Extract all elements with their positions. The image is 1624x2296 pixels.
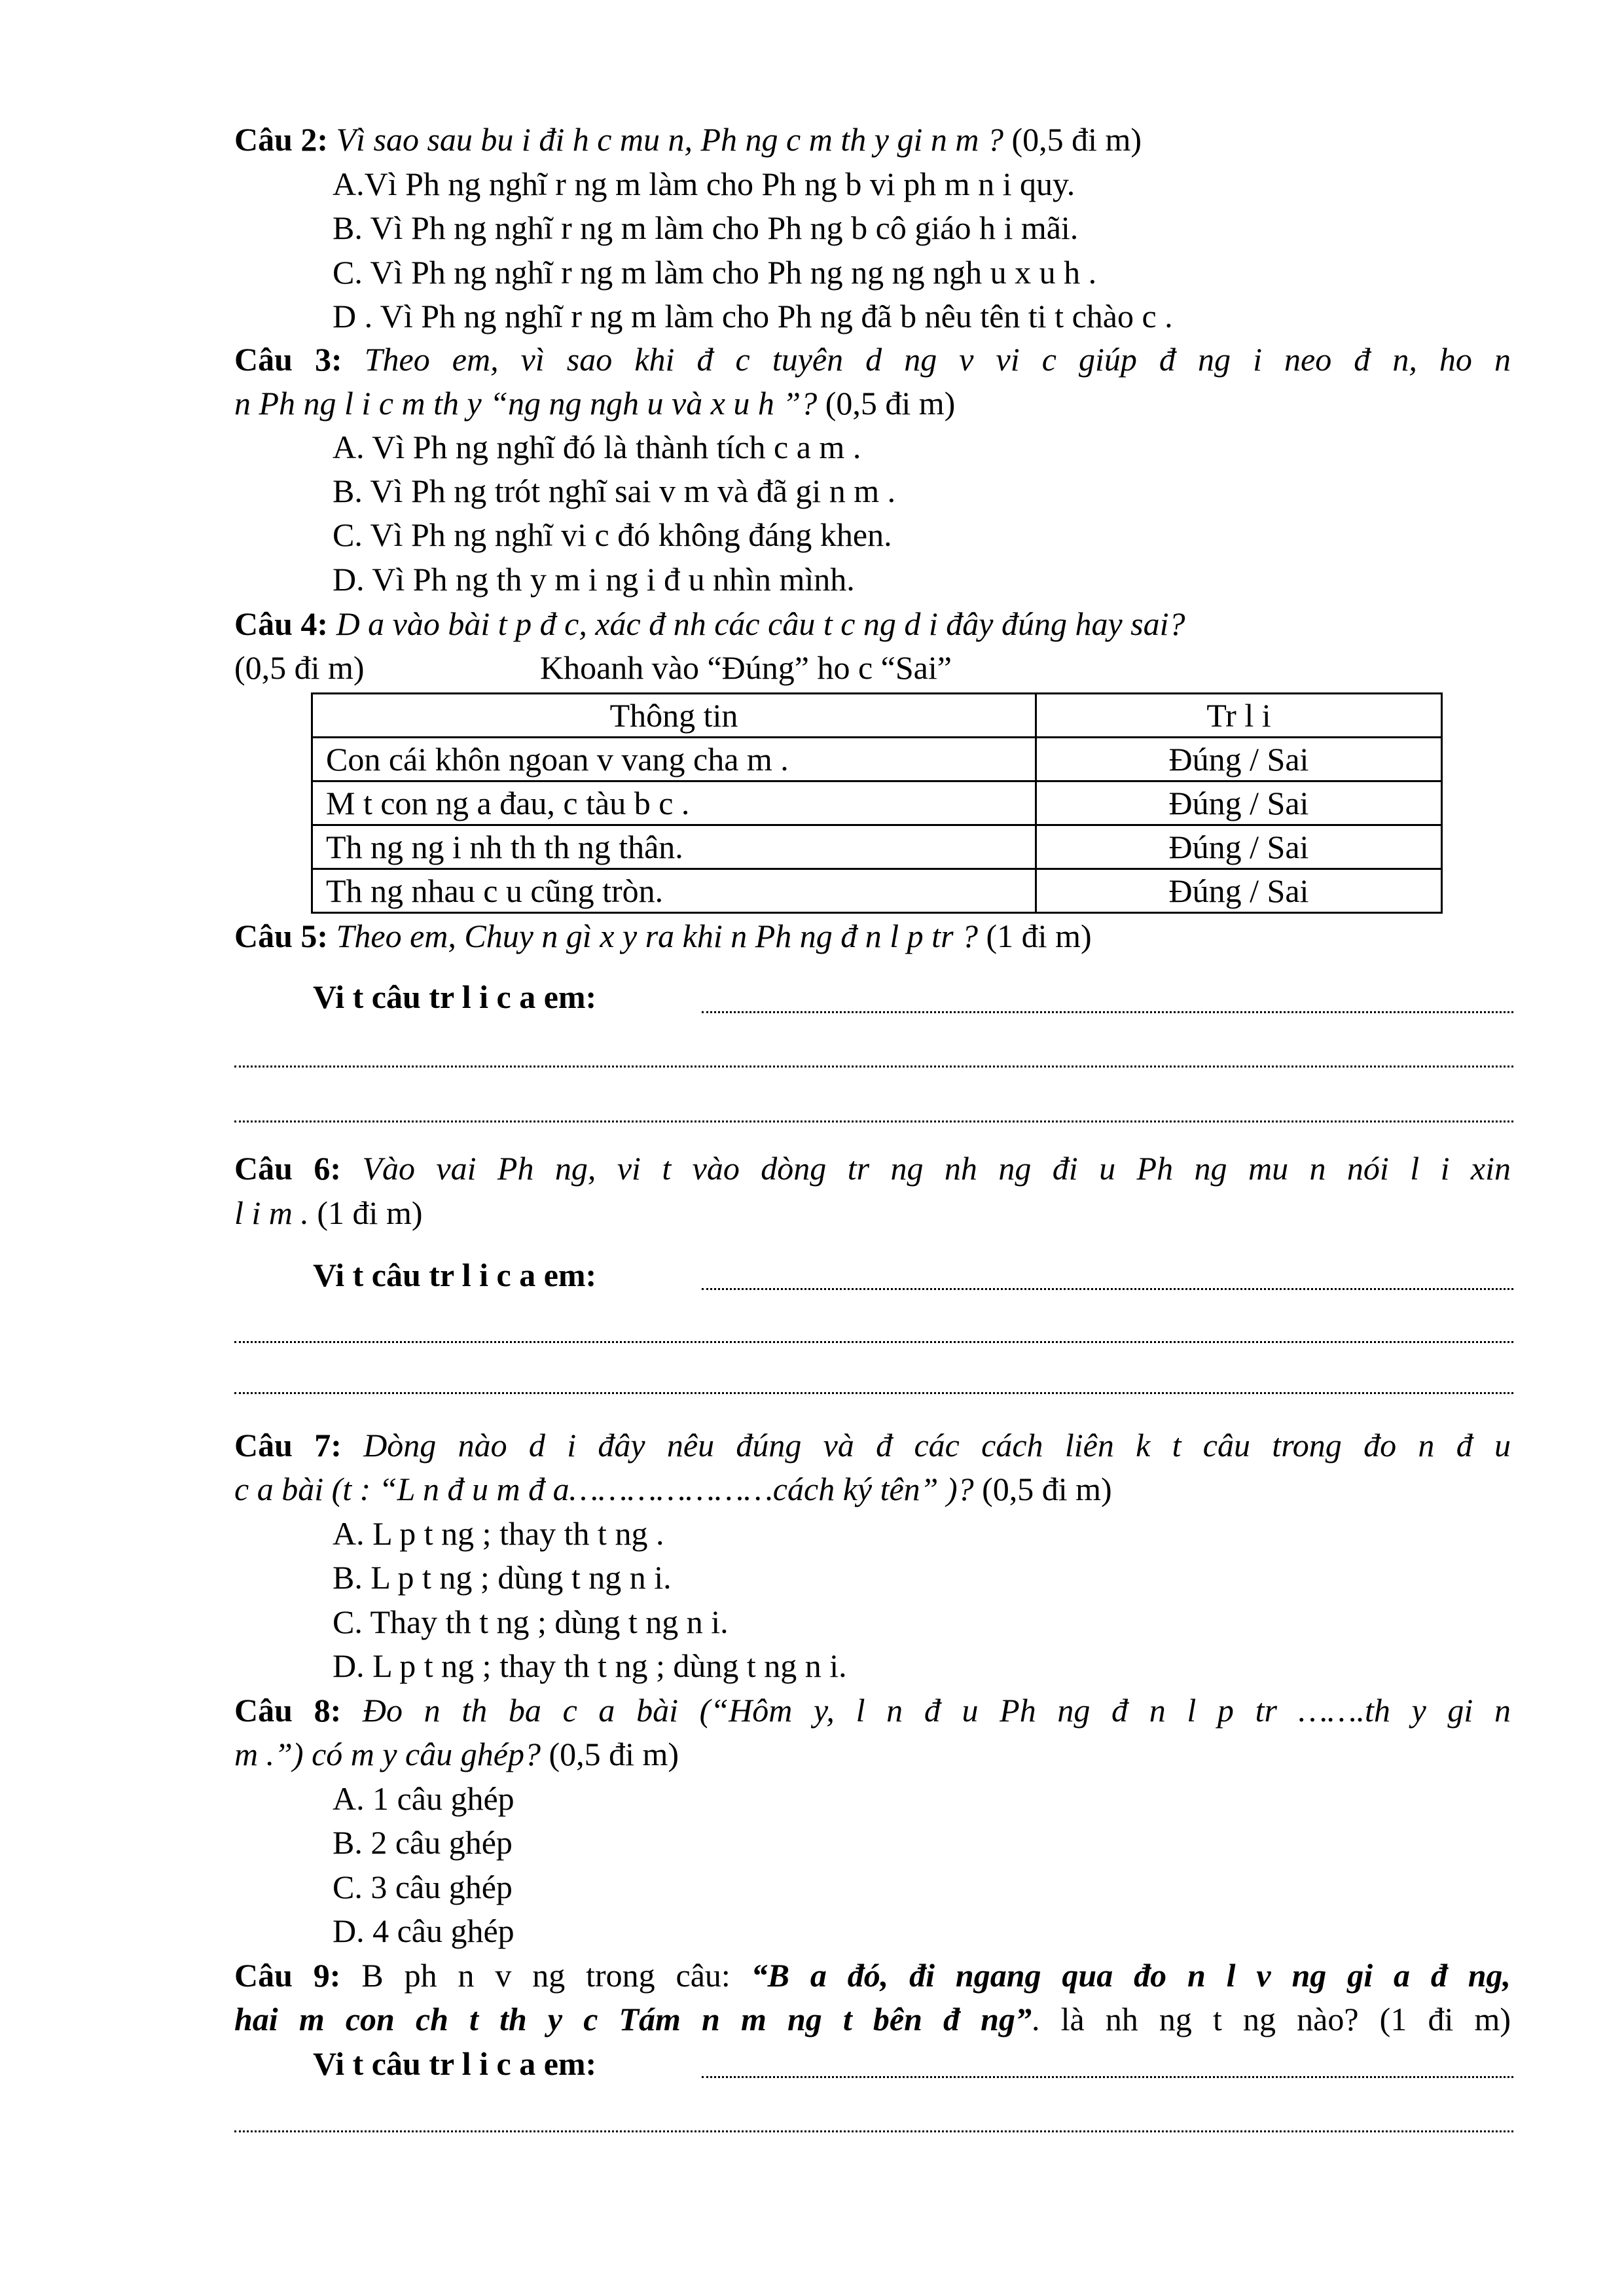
table-row <box>312 869 1442 913</box>
question-text: Đo n th ba c a bài (“Hôm y, l n đ u Ph ng đ n l p tr …….th y gi n <box>362 1692 1511 1729</box>
question-text: Vào vai Ph ng, vi t vào dòng tr ng nh ng đi u Ph ng mu n nói l i xin <box>362 1150 1511 1187</box>
table-row <box>312 825 1442 869</box>
answer-line[interactable] <box>234 2130 1513 2132</box>
option-c: C. Thay th t ng ; dùng t ng n i. <box>333 1604 729 1640</box>
question-label: Câu 5: <box>234 918 329 954</box>
question-label: Câu 6: <box>234 1150 341 1187</box>
question-score: (0,5 đi m) <box>234 649 365 686</box>
option-b: B. Vì Ph ng trót nghĩ sai v m và đã gi n m . <box>333 473 896 509</box>
answer-prompt: Vi t câu tr l i c a em: <box>313 1257 597 1293</box>
answer-choice-cell[interactable]: Đúng / Sai <box>1036 738 1442 781</box>
question-4 <box>234 602 1185 646</box>
question-8-cont <box>234 1732 679 1776</box>
option-b: B. L p t ng ; dùng t ng n i. <box>333 1559 672 1596</box>
option-d: D. L p t ng ; thay th t ng ; dùng t ng n i. <box>333 1647 847 1684</box>
question-score: (0,5 đi m) <box>825 385 956 422</box>
option-a: A. L p t ng ; thay th t ng . <box>333 1515 664 1552</box>
question-quote: “B a đó, đi ngang qua đo n l v ng gi a đ ng, <box>751 1957 1511 1994</box>
table-cell: Th ng ng i nh th th ng thân. <box>312 825 1036 869</box>
question-score: (0,5 đi m) <box>549 1736 679 1772</box>
option-a: A.Vì Ph ng nghĩ r ng m làm cho Ph ng b vi ph m n i quy. <box>333 166 1075 202</box>
question-text: Theo em, Chuy n gì x y ra khi n Ph ng đ n l p tr ? <box>336 918 979 954</box>
option-c: C. 3 câu ghép <box>333 1869 513 1905</box>
question-label: Câu 3: <box>234 341 342 378</box>
answer-choice-cell[interactable]: Đúng / Sai <box>1036 781 1442 825</box>
question-3-cont <box>234 382 955 425</box>
option-d: D . Vì Ph ng nghĩ r ng m làm cho Ph ng đã b nêu tên ti t chào c . <box>333 298 1173 334</box>
question-5 <box>234 914 1092 958</box>
question-7 <box>234 1424 1511 1467</box>
table-cell: Th ng nhau c u cũng tròn. <box>312 869 1036 913</box>
table-cell: Con cái khôn ngoan v vang cha m . <box>312 738 1036 781</box>
table-header-row <box>312 694 1442 738</box>
question-score: (0,5 đi m) <box>982 1471 1112 1507</box>
question-score: (1 đi m) <box>1379 2001 1511 2037</box>
table-cell: M t con ng a đau, c tàu b c . <box>312 781 1036 825</box>
answer-line[interactable] <box>702 2076 1513 2078</box>
question-label: Câu 4: <box>234 605 329 642</box>
option-a: A. 1 câu ghép <box>333 1780 514 1817</box>
true-false-table <box>311 692 1443 914</box>
question-6-cont <box>234 1191 423 1235</box>
option-b: B. 2 câu ghép <box>333 1824 513 1861</box>
answer-prompt: Vi t câu tr l i c a em: <box>313 2045 597 2082</box>
answer-prompt: Vi t câu tr l i c a em: <box>313 978 597 1015</box>
option-c: C. Vì Ph ng nghĩ r ng m làm cho Ph ng ng ng ngh u x u h . <box>333 254 1097 291</box>
question-label: Câu 7: <box>234 1427 342 1463</box>
question-6 <box>234 1147 1511 1191</box>
option-d: D. 4 câu ghép <box>333 1912 514 1949</box>
answer-line[interactable] <box>234 1066 1513 1067</box>
question-score: (0,5 đi m) <box>1011 121 1142 158</box>
answer-line[interactable] <box>702 1288 1513 1290</box>
table-row <box>312 738 1442 781</box>
table-header: Tr l i <box>1036 694 1442 738</box>
question-9-cont <box>234 1998 1511 2041</box>
answer-line[interactable] <box>702 1011 1513 1013</box>
question-2 <box>234 118 1142 162</box>
option-b: B. Vì Ph ng nghĩ r ng m làm cho Ph ng b cô giáo h i mãi. <box>333 209 1079 246</box>
answer-line[interactable] <box>234 1392 1513 1394</box>
question-3 <box>234 338 1511 382</box>
question-text: n Ph ng l i c m th y “ng ng ngh u và x u h ”? <box>234 385 818 422</box>
question-text: . là nh ng t ng nào? <box>1031 2001 1359 2037</box>
question-text: m .”) có m y câu ghép? <box>234 1736 541 1772</box>
question-label: Câu 9: <box>234 1957 341 1994</box>
answer-line[interactable] <box>234 1341 1513 1343</box>
question-label: Câu 8: <box>234 1692 342 1729</box>
question-text: D a vào bài t p đ c, xác đ nh các câu t c ng d i đây đúng hay sai? <box>336 605 1185 642</box>
table-row <box>312 781 1442 825</box>
question-4-cont <box>234 646 365 690</box>
question-9 <box>234 1954 1511 1998</box>
option-d: D. Vì Ph ng th y m i ng i đ u nhìn mình. <box>333 561 855 598</box>
question-label: Câu 2: <box>234 121 329 158</box>
answer-choice-cell[interactable]: Đúng / Sai <box>1036 825 1442 869</box>
table-header: Thông tin <box>312 694 1036 738</box>
question-quote: hai m con ch t th y c Tám n m ng t bên đ ng” <box>234 2001 1032 2037</box>
question-text: c a bài (t : “L n đ u m đ a…………………cách ký tên” )? <box>234 1471 974 1507</box>
question-4-instruction: Khoanh vào “Đúng” ho c “Sai” <box>540 649 952 686</box>
option-a: A. Vì Ph ng nghĩ đó là thành tích c a m . <box>333 429 861 465</box>
question-text: Vì sao sau bu i đi h c mu n, Ph ng c m th y gi n m ? <box>336 121 1003 158</box>
question-text: Dòng nào d i đây nêu đúng và đ các cách liên k t câu trong đo n đ u <box>363 1427 1511 1463</box>
option-c: C. Vì Ph ng nghĩ vi c đó không đáng khen. <box>333 516 892 553</box>
answer-choice-cell[interactable]: Đúng / Sai <box>1036 869 1442 913</box>
question-score: (1 đi m) <box>986 918 1092 954</box>
question-text: l i m . <box>234 1194 309 1231</box>
question-text: Theo em, vì sao khi đ c tuyên d ng v vi c giúp đ ng i neo đ n, ho n <box>364 341 1511 378</box>
question-text: B ph n v ng trong câu: <box>361 1957 731 1994</box>
question-score: (1 đi m) <box>317 1194 423 1231</box>
question-7-cont <box>234 1467 1112 1511</box>
answer-line[interactable] <box>234 1121 1513 1122</box>
question-8 <box>234 1689 1511 1732</box>
